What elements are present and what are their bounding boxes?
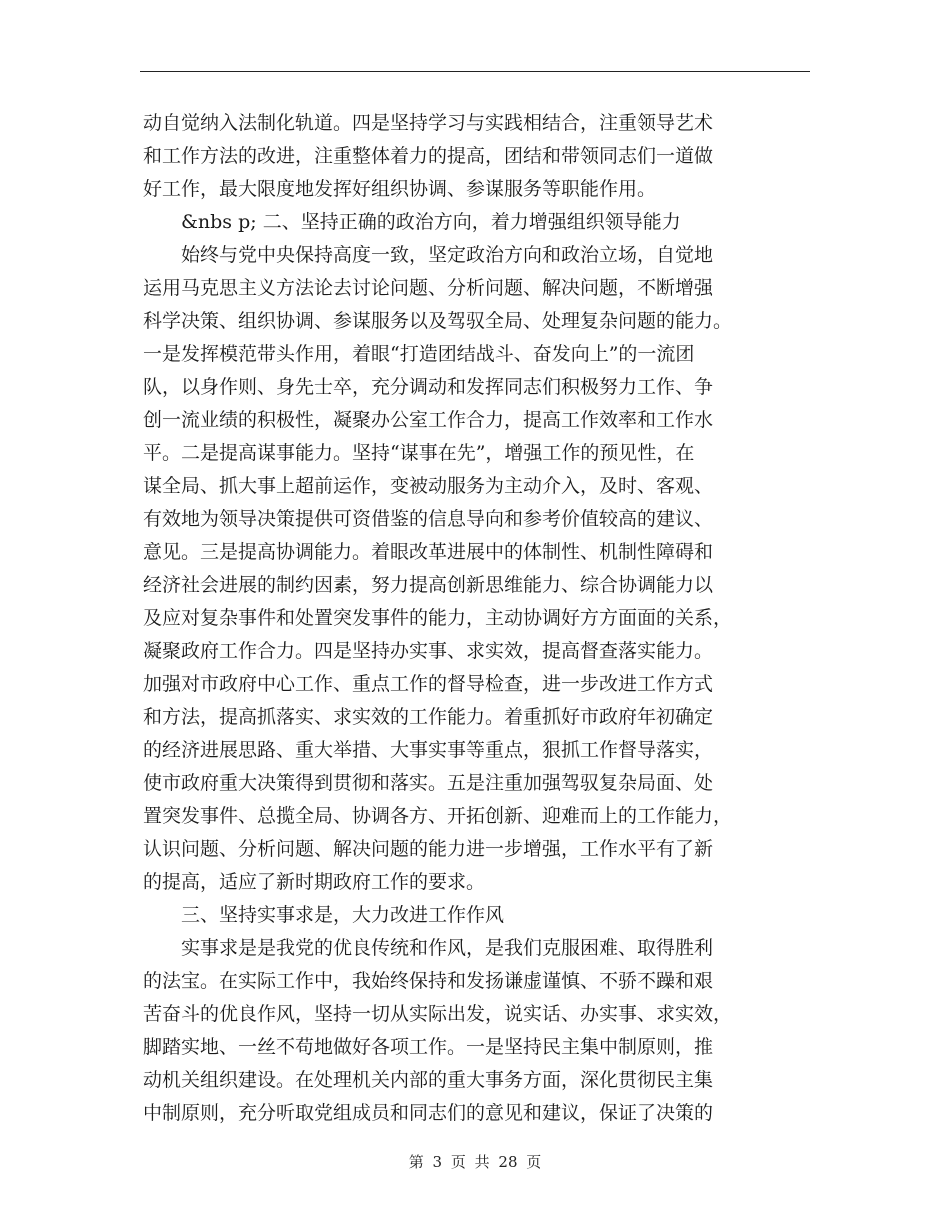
- section-heading: &nbs p; 二、坚持正确的政治方向，着力增强组织领导能力: [143, 211, 681, 233]
- text-line: 脚踏实地、一丝不苟地做好各项工作。一是坚持民主集中制原则，推: [143, 1036, 714, 1058]
- text-line: 队，以身作则、身先士卒，充分调动和发挥同志们积极努力工作、争: [143, 376, 714, 398]
- text-line: 的法宝。在实际工作中，我始终保持和发扬谦虚谨慎、不骄不躁和艰: [143, 970, 714, 992]
- header-rule: [140, 71, 810, 72]
- page-number: 3: [432, 1153, 443, 1171]
- text-line: 一是发挥模范带头作用，着眼“打造团结战斗、奋发向上”的一流团: [143, 343, 695, 365]
- text-line: 好工作，最大限度地发挥好组织协调、参谋服务等职能作用。: [143, 178, 657, 200]
- text-line: 科学决策、组织协调、参谋服务以及驾驭全局、处理复杂问题的能力。: [143, 310, 733, 332]
- text-line: 苦奋斗的优良作风，坚持一切从实际出发，说实话、办实事、求实效，: [143, 1003, 733, 1025]
- text-line: 经济社会进展的制约因素，努力提高创新思维能力、综合协调能力以: [143, 574, 714, 596]
- total-label: 共: [474, 1153, 490, 1171]
- text-line: 动自觉纳入法制化轨道。四是坚持学习与实践相结合，注重领导艺术: [143, 112, 714, 134]
- text-line: 创一流业绩的积极性，凝聚办公室工作合力，提高工作效率和工作水: [143, 409, 714, 431]
- page-footer: [0, 1151, 950, 1172]
- page-unit: 页: [450, 1153, 466, 1171]
- text-line: 凝聚政府工作合力。四是坚持办实事、求实效，提高督查落实能力。: [143, 640, 714, 662]
- text-line: 和工作方法的改进，注重整体着力的提高，团结和带领同志们一道做: [143, 145, 714, 167]
- page-label: 第: [408, 1153, 424, 1171]
- total-unit: 页: [526, 1153, 542, 1171]
- text-line: 动机关组织建设。在处理机关内部的重大事务方面，深化贯彻民主集: [143, 1069, 714, 1091]
- text-line: 平。二是提高谋事能力。坚持“谋事在先”，增强工作的预见性，在: [143, 442, 695, 464]
- text-line: 及应对复杂事件和处置突发事件的能力，主动协调好方方面面的关系，: [143, 607, 733, 629]
- text-line: 运用马克思主义方法论去讨论问题、分析问题、解决问题，不断增强: [143, 277, 714, 299]
- text-line: 始终与党中央保持高度一致，坚定政治方向和政治立场，自觉地: [143, 244, 714, 266]
- section-heading: 三、坚持实事求是，大力改进工作作风: [143, 904, 505, 926]
- text-line: 认识问题、分析问题、解决问题的能力进一步增强，工作水平有了新: [143, 838, 714, 860]
- text-line: 加强对市政府中心工作、重点工作的督导检查，进一步改进工作方式: [143, 673, 714, 695]
- text-line: 的提高，适应了新时期政府工作的要求。: [143, 871, 486, 893]
- text-line: 实事求是是我党的优良传统和作风，是我们克服困难、取得胜利: [143, 937, 714, 959]
- text-line: 中制原则，充分听取党组成员和同志们的意见和建议，保证了决策的: [143, 1102, 714, 1124]
- text-line: 的经济进展思路、重大举措、大事实事等重点，狠抓工作督导落实，: [143, 739, 714, 761]
- text-line: 有效地为领导决策提供可资借鉴的信息导向和参考价值较高的建议、: [143, 508, 714, 530]
- text-line: 置突发事件、总揽全局、协调各方、开拓创新、迎难而上的工作能力，: [143, 805, 733, 827]
- text-line: 谋全局、抓大事上超前运作，变被动服务为主动介入，及时、客观、: [143, 475, 714, 497]
- text-line: 意见。三是提高协调能力。着眼改革进展中的体制性、机制性障碍和: [143, 541, 714, 563]
- text-line: 使市政府重大决策得到贯彻和落实。五是注重加强驾驭复杂局面、处: [143, 772, 714, 794]
- total-pages: 28: [498, 1153, 518, 1171]
- text-line: 和方法，提高抓落实、求实效的工作能力。着重抓好市政府年初确定: [143, 706, 714, 728]
- document-body: [143, 107, 815, 1130]
